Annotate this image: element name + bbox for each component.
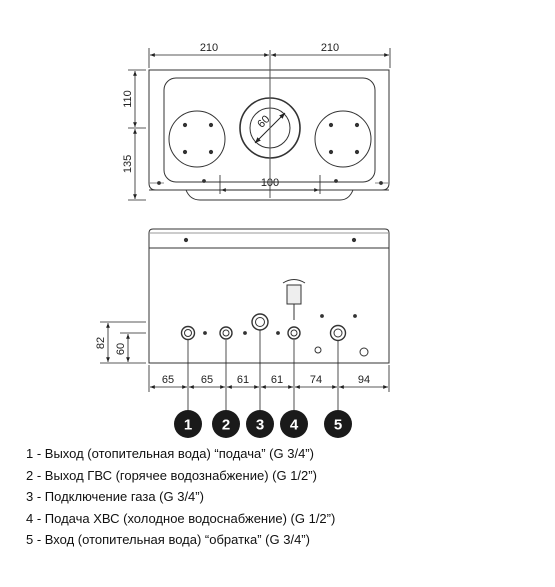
- legend-item-3: 3 - Подключение газа (G 3/4”): [26, 489, 204, 504]
- badge-1: [174, 392, 202, 438]
- connection-3: [252, 314, 268, 330]
- badge-5-label: 5: [333, 416, 343, 434]
- badge-2-label: 2: [221, 416, 231, 434]
- badge-4-label: 4: [289, 416, 299, 434]
- dim-upper-height: 110: [122, 90, 134, 108]
- dim-flue-width: 100: [260, 177, 280, 189]
- right-cover-circle: [315, 111, 371, 167]
- dim-spacing-4: 61: [270, 374, 284, 386]
- dim-flue-diameter: 60: [255, 113, 273, 131]
- legend-item-1: 1 - Выход (отопительная вода) “подача” (G 3/4”): [26, 446, 314, 461]
- dim-left-width: 210: [199, 42, 219, 54]
- connection-5: [331, 326, 346, 341]
- connection-legend: [26, 443, 546, 551]
- connection-2: [220, 327, 232, 339]
- dim-inner-height: 60: [115, 342, 127, 356]
- dim-spacing-2: 65: [200, 374, 214, 386]
- badge-1-label: 1: [183, 416, 193, 434]
- front-view-outline: [149, 229, 389, 363]
- legend-item-2: 2 - Выход ГВС (горячее водознабжение) (G 1/2”): [26, 467, 317, 483]
- badge-3: [246, 392, 274, 438]
- badge-2: [212, 392, 240, 438]
- badge-5: [324, 392, 352, 438]
- dim-spacing-6: 94: [357, 374, 371, 386]
- dim-spacing-5: 74: [309, 374, 323, 386]
- dim-spacing-1: 65: [161, 374, 175, 386]
- legend-item-4: 4 - Подача ХВС (холодное водоснабжение) (G 1/2”): [26, 510, 336, 526]
- badge-4: [280, 392, 308, 438]
- dim-outer-height: 82: [95, 336, 107, 350]
- front-view: [149, 229, 389, 363]
- dim-spacing-3: 61: [236, 374, 250, 386]
- dim-right-width: 210: [320, 42, 340, 54]
- badge-3-label: 3: [255, 416, 265, 434]
- dim-lower-height: 135: [122, 154, 134, 174]
- connection-1: [182, 327, 195, 340]
- left-cover-circle: [169, 111, 225, 167]
- connection-4: [288, 327, 300, 339]
- gas-valve: [287, 285, 301, 304]
- legend-item-5: 5 - Вход (отопительная вода) “обратка” (G 3/4”): [26, 532, 310, 547]
